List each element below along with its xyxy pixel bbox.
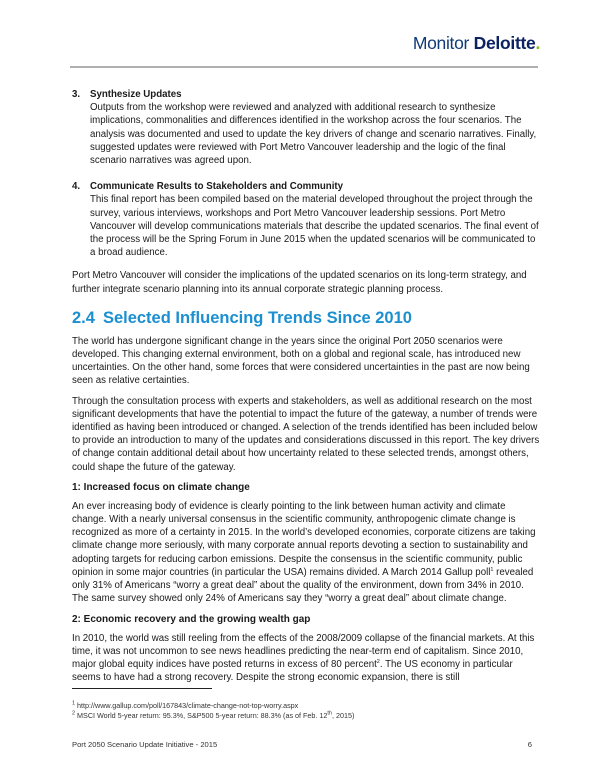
step-body: This final report has been compiled based on the material developed throughout the project through the survey, various interviews, workshops and Port Metro Vancouver leadership sessions. Port Metro Vancouver will develop communications materials that describe the updated scenarios. The final event of the process will be the Spring Forum in June 2015 when the updated scenarios will be communicated to a broad audience. xyxy=(90,194,539,259)
step-title: Communicate Results to Stakeholders and Community xyxy=(90,181,343,193)
footnotes xyxy=(72,701,542,721)
intro-paragraph: The world has undergone significant change in the years since the original Port 2050 scenarios were developed. This changing external environment, both on a global and regional scale, has introduced new uncertainties. On the other hand, some forces that were considered uncertainties in the past are now being seen as relative certainties. xyxy=(72,335,530,387)
consultation-paragraph: Through the consultation process with experts and stakeholders, as well as additional research on the most significant developments that have the potential to impact the future of the gateway, a number of trends were identified as having been introduced or changed. A selection of the trends identified has been included below to provide an introduction to many of the updates and considerations discussed in this report. The key drivers of change contain additional detail about how uncertainty related to these selected trends, amongst others, could shape the future of the gateway. xyxy=(72,395,540,473)
page-body xyxy=(72,88,542,691)
logo-green-dot: . xyxy=(535,33,540,53)
footnote-divider xyxy=(72,688,212,689)
footnote-ref-2[interactable]: 2 xyxy=(376,658,380,665)
trend-heading-climate: 1: Increased focus on climate change xyxy=(72,481,250,493)
page-number: 6 xyxy=(527,740,532,749)
step-number: 4. xyxy=(72,181,81,193)
step-communicate-results xyxy=(72,180,542,259)
footnote-1-link[interactable]: http://www.gallup.com/poll/167843/climate-change-not-top-worry.aspx xyxy=(75,701,299,710)
section-title: Selected Influencing Trends Since 2010 xyxy=(102,308,412,327)
step-number: 3. xyxy=(72,89,81,100)
trend-heading-economy: 2: Economic recovery and the growing wealth gap xyxy=(72,613,311,625)
footnote-1: $^1$ http://www.gallup.com/poll/167843/climate-change-not-top-worry.aspx xyxy=(72,700,299,710)
step-title: Synthesize Updates xyxy=(90,89,182,100)
logo-deloitte-text: Deloitte xyxy=(473,33,536,53)
step-synthesize-updates xyxy=(72,88,542,167)
monitor-deloitte-logo xyxy=(400,33,540,54)
footnote-2: $^2$ MSCI World 5-year return: 95.3%, S&P500 5-year return: 88.3% (as of Feb. 12th, 2015) xyxy=(72,710,355,720)
page-footer xyxy=(72,740,532,749)
section-heading xyxy=(72,308,542,328)
footnote-ref-1[interactable]: 1 xyxy=(490,566,494,573)
logo-monitor-text: Monitor xyxy=(412,33,470,53)
header-divider xyxy=(70,66,538,68)
trend-body-climate: An ever increasing body of evidence is clearly pointing to the link between human activity and climate change. With a nearly universal consensus in the scientific community, anthropogenic climate change is recognized as more of a certainty in 2015. In the world’s developed economies, corporate citizens are taking climate change more seriously, with many corporate annual reports devoting a section to sustainability and adopting targets for reducing carbon emissions. Despite the consensus in the scientific community, public opinion in some major countries (in particular the USA) remains divided. A March 2014 Gallup poll$^1$ revealed only 31% of Americans “worry a great deal” about the quality of the environment, down from 34% in 2010. The same survey showed only 24% of Americans say they “worry a great deal” about climate change. xyxy=(72,500,536,605)
section-number: 2.4 xyxy=(72,308,95,327)
footer-title: Port 2050 Scenario Update Initiative - 2015 xyxy=(72,740,218,749)
step-body: Outputs from the workshop were reviewed and analyzed with additional research to synthesize implications, commonalities and differences identified in the workshop across the four scenarios. The analysis was documented and used to update the key drivers of change and scenario narratives. Finally, suggested updates were reviewed with Port Metro Vancouver leadership and the logic of the final scenario narratives was agreed upon. xyxy=(90,102,537,167)
trend-body-economy: In 2010, the world was still reeling from the effects of the 2008/2009 collapse of the financial markets. At this time, it was not uncommon to see news headlines predicting the near-term end of capitalism. Since 2010, major global equity indices have posted returns in excess of 80 percent$^2$. The US economy in particular seems to have had a strong recovery. Despite the strong economic expansion, there is still xyxy=(72,632,535,684)
closing-paragraph: Port Metro Vancouver will consider the implications of the updated scenarios on its long-term strategy, and further integrate scenario planning into its annual corporate strategic planning process. xyxy=(72,270,527,295)
